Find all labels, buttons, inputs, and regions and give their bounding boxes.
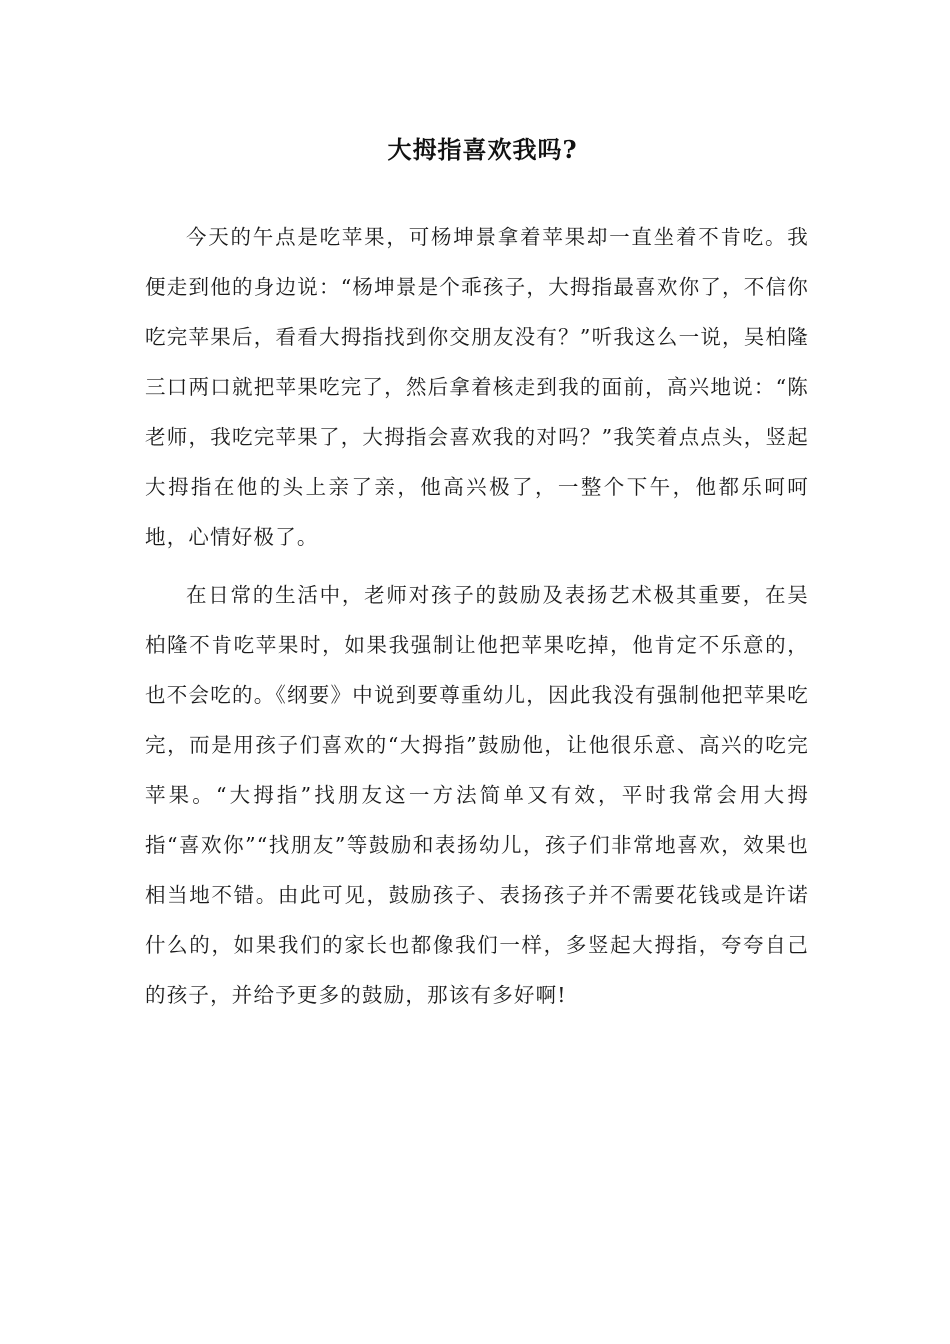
paragraph-1: 今天的午点是吃苹果，可杨坤景拿着苹果却一直坐着不肯吃。我便走到他的身边说：“杨坤景是个乖孩子，大拇指最喜欢你了，不信你吃完苹果后，看看大拇指找到你交朋友没有？”听我这么一说，吴柏隆三口两口就把苹果吃完了，然后拿着核走到我的面前，高兴地说：“陈老师，我吃完苹果了，大拇指会喜欢我的对吗？”我笑着点点头，竖起大拇指在他的头上亲了亲，他高兴极了，一整个下午，他都乐呵呵地，心情好极了。: [145, 225, 809, 549]
document-title: 大拇指喜欢我吗?: [387, 135, 578, 164]
paragraph-2: 在日常的生活中，老师对孩子的鼓励及表扬艺术极其重要，在吴柏隆不肯吃苹果时，如果我强制让他把苹果吃掉，他肯定不乐意的，也不会吃的。《纲要》中说到要尊重幼儿，因此我没有强制他把苹果吃完，而是用孩子们喜欢的“大拇指”鼓励他，让他很乐意、高兴的吃完苹果。“大拇指”找朋友这一方法简单又有效，平时我常会用大拇指“喜欢你”“找朋友”等鼓励和表扬幼儿，孩子们非常地喜欢，效果也相当地不错。由此可见，鼓励孩子、表扬孩子并不需要花钱或是许诺什么的，如果我们的家长也都像我们一样，多竖起大拇指，夸夸自己的孩子，并给予更多的鼓励，那该有多好啊!: [145, 583, 809, 1007]
document-body: [145, 212, 809, 1020]
